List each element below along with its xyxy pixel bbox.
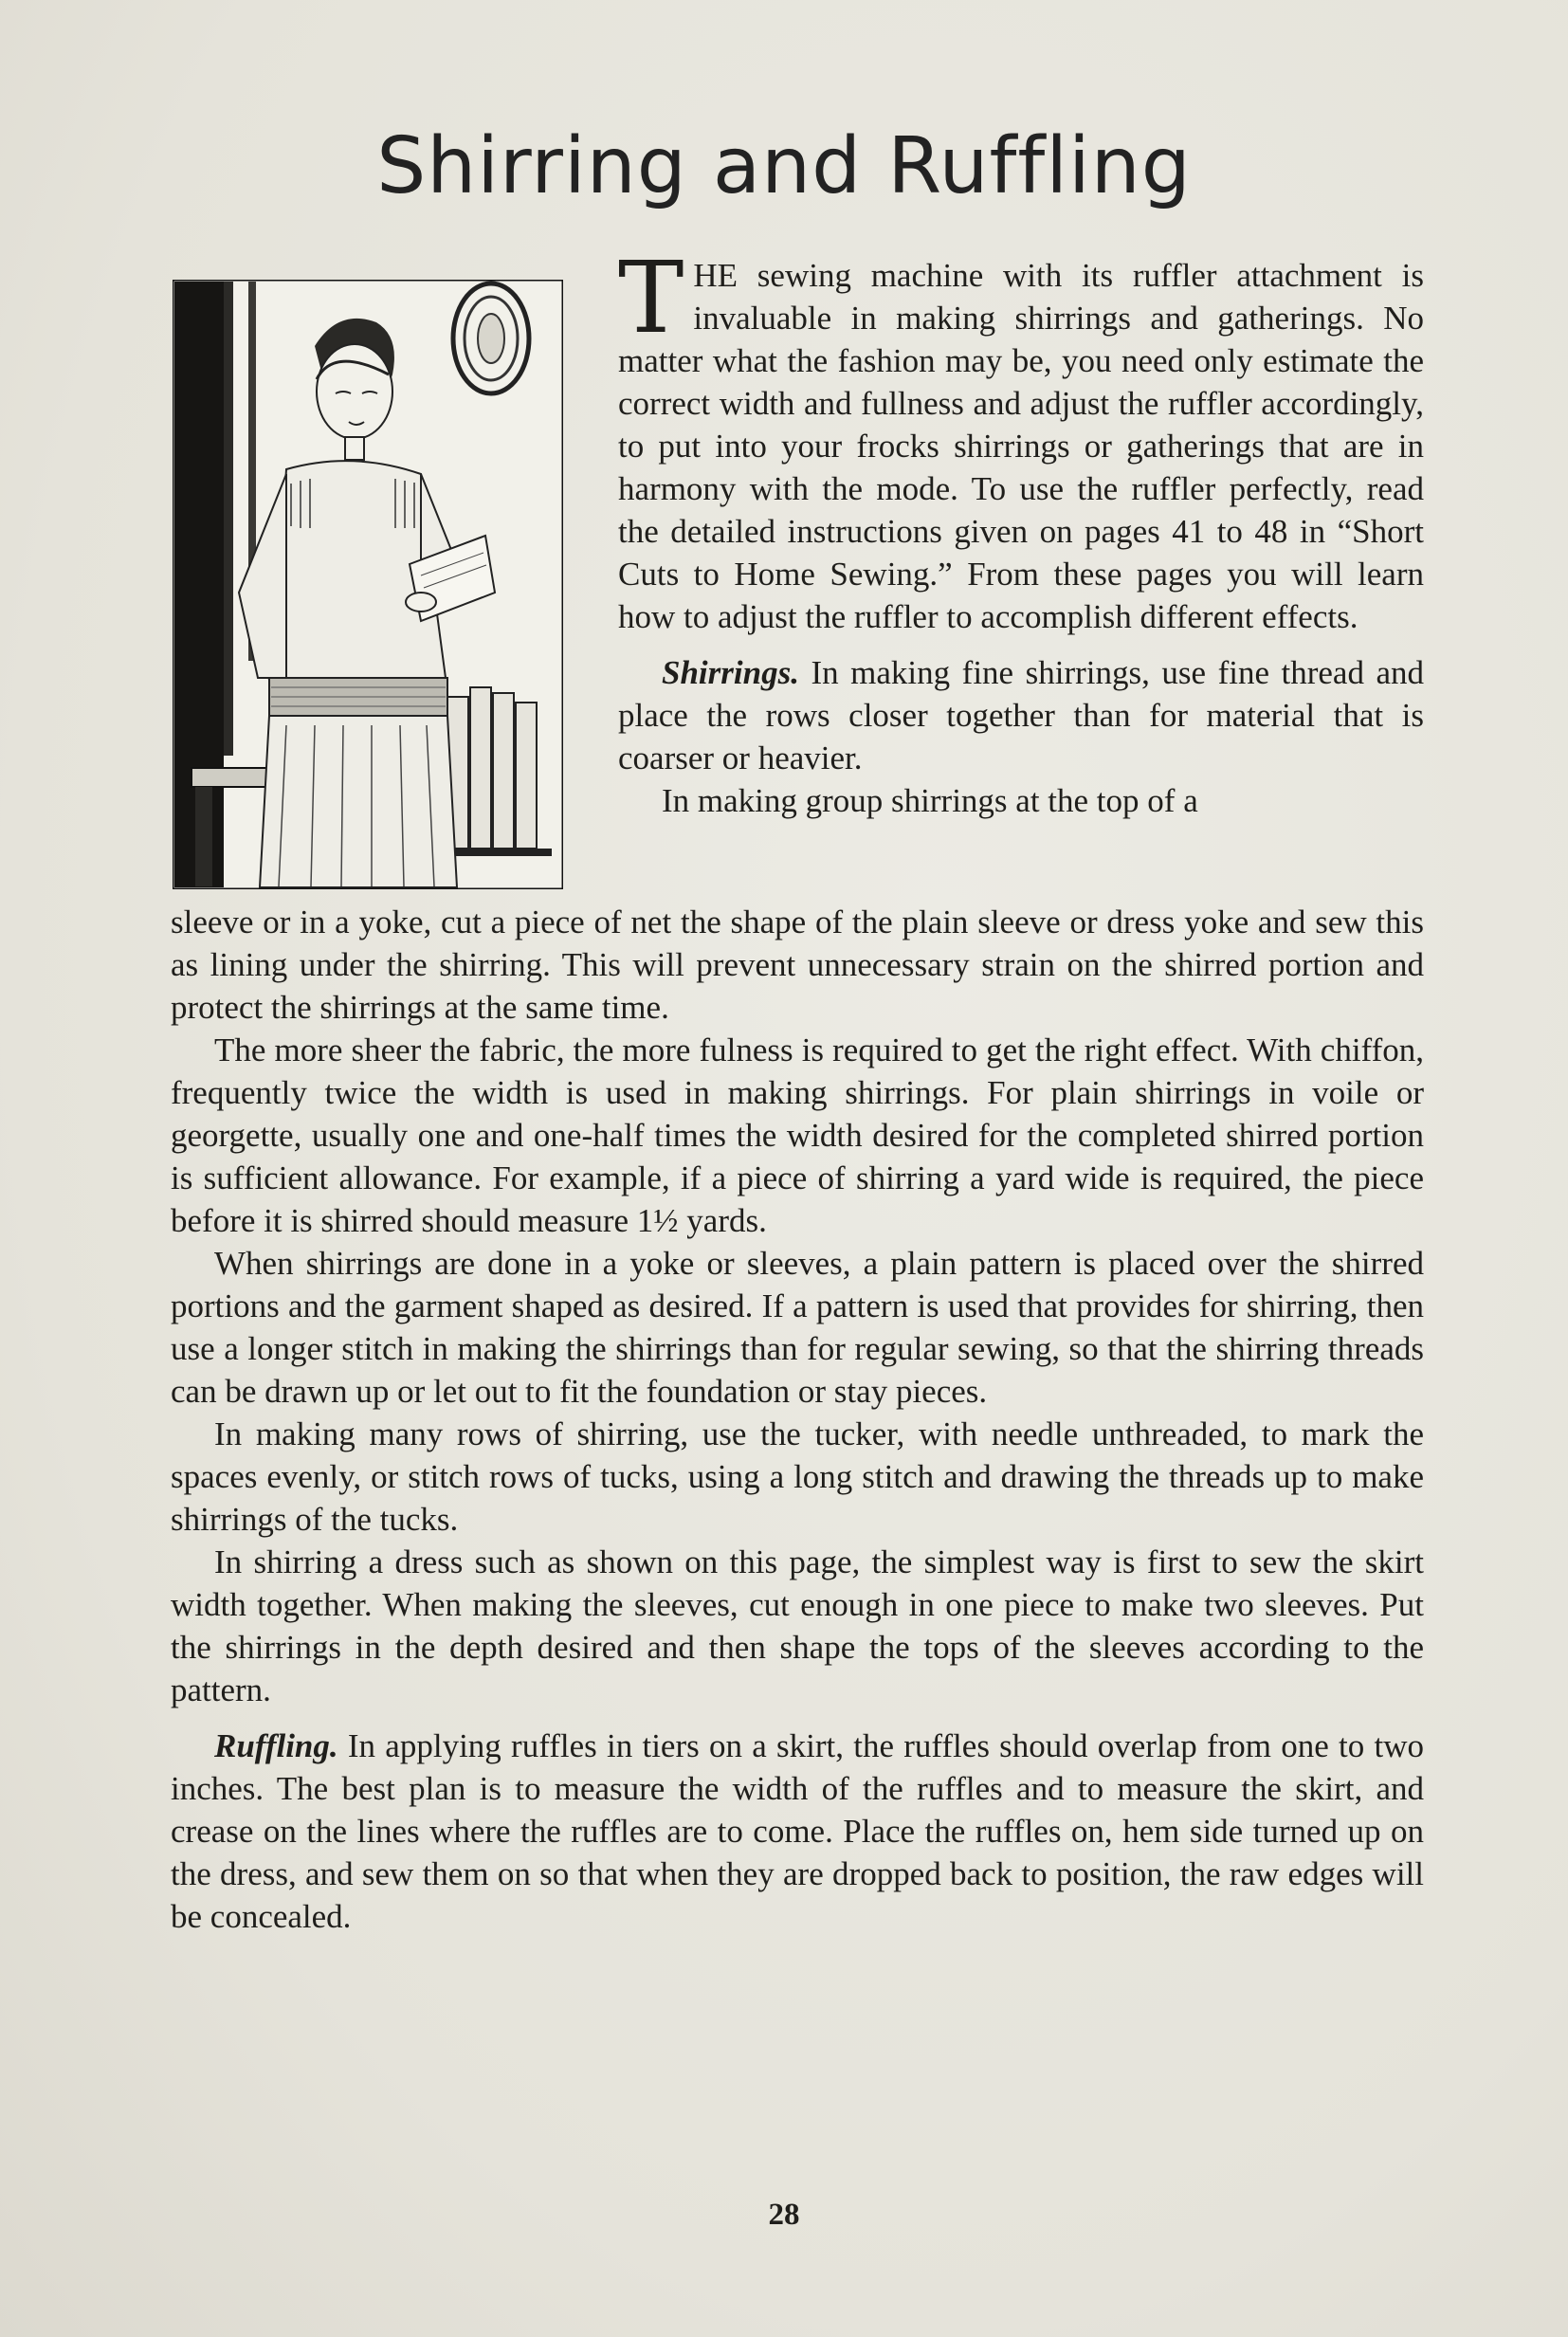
group-shirrings-start: In making group shirrings at the top of a xyxy=(662,782,1198,819)
woman-reading-illustration xyxy=(173,280,563,889)
dress-paragraph: In shirring a dress such as shown on this page, the simplest way is first to sew the skirt width together. When making the sleeves, cut enough in one piece to make two sleeves. Put the shirrings in the depth desired and then shape the tops of the sleeves according to the pattern. xyxy=(171,1543,1424,1708)
ruffling-heading: Ruffling. xyxy=(214,1727,338,1764)
body-text xyxy=(171,901,1424,1938)
ruffling-text: In applying ruffles in tiers on a skirt, the ruffles should overlap from one to two inches. The best plan is to measure the width of the ruffles and to measure the skirt, and crease on the lines where the ruffles are to come. Place the ruffles on, hem side turned up on the dress, and sew them on so that when they are dropped back to position, the raw edges will be concealed. xyxy=(171,1727,1424,1935)
group-shirrings-paragraph: sleeve or in a yoke, cut a piece of net the shape of the plain sleeve or dress yoke and sew this as lining under the shirring. This will prevent unnecessary strain on the shirred portion and protect the shirrings at the same time. xyxy=(171,904,1424,1026)
page-title: Shirring and Ruffling xyxy=(376,121,1192,211)
shirrings-text: In making fine shirrings, use fine thread and place the rows closer together than for material that is coarser or heavier. xyxy=(618,654,1425,776)
shirrings-paragraph xyxy=(618,651,1424,779)
ruffling-paragraph xyxy=(171,1725,1424,1938)
page-number: 28 xyxy=(768,2198,800,2232)
sheer-fabric-paragraph: The more sheer the fabric, the more fulness is required to get the right effect. With chiffon, frequently twice the width is used in making shirrings. For plain shirrings in voile or georgette, usually one and one-half times the width desired for the completed shirred portion is sufficient allowance. For example, if a piece of shirring a yard wide is required, the piece before it is shirred should measure 1½ yards. xyxy=(171,1032,1424,1239)
yoke-paragraph: When shirrings are done in a yoke or sleeves, a plain pattern is placed over the shirred portions and the garment shaped as desired. If a pattern is used that provides for shirring, then use a longer stitch in making the shirrings than for regular sewing, so that the shirring threads can be drawn up or let out to fit the foundation or stay pieces. xyxy=(171,1245,1424,1410)
rows-paragraph: In making many rows of shirring, use the tucker, with needle unthreaded, to mark the spaces evenly, or stitch rows of tucks, using a long stitch and drawing the threads up to make shirrings of the tucks. xyxy=(171,1415,1424,1538)
drop-cap: T xyxy=(618,240,684,356)
intro-text: HE sewing machine with its ruffler attachment is invaluable in making shirrings and gatherings. No matter what the fashion may be, you need only estimate the correct width and fullness and adjust the ruffler accordingly, to put into your frocks shirrings or gatherings that are in harmony with the mode. To use the ruffler perfectly, read the detailed instructions given on pages 41 to 48 in “Short Cuts to Home Sewing.” From these pages you will learn how to adjust the ruffler to accomplish different effects. xyxy=(618,257,1424,635)
shirrings-heading: Shirrings. xyxy=(662,654,799,691)
intro-column xyxy=(618,240,1425,822)
intro-paragraph xyxy=(618,240,1424,638)
